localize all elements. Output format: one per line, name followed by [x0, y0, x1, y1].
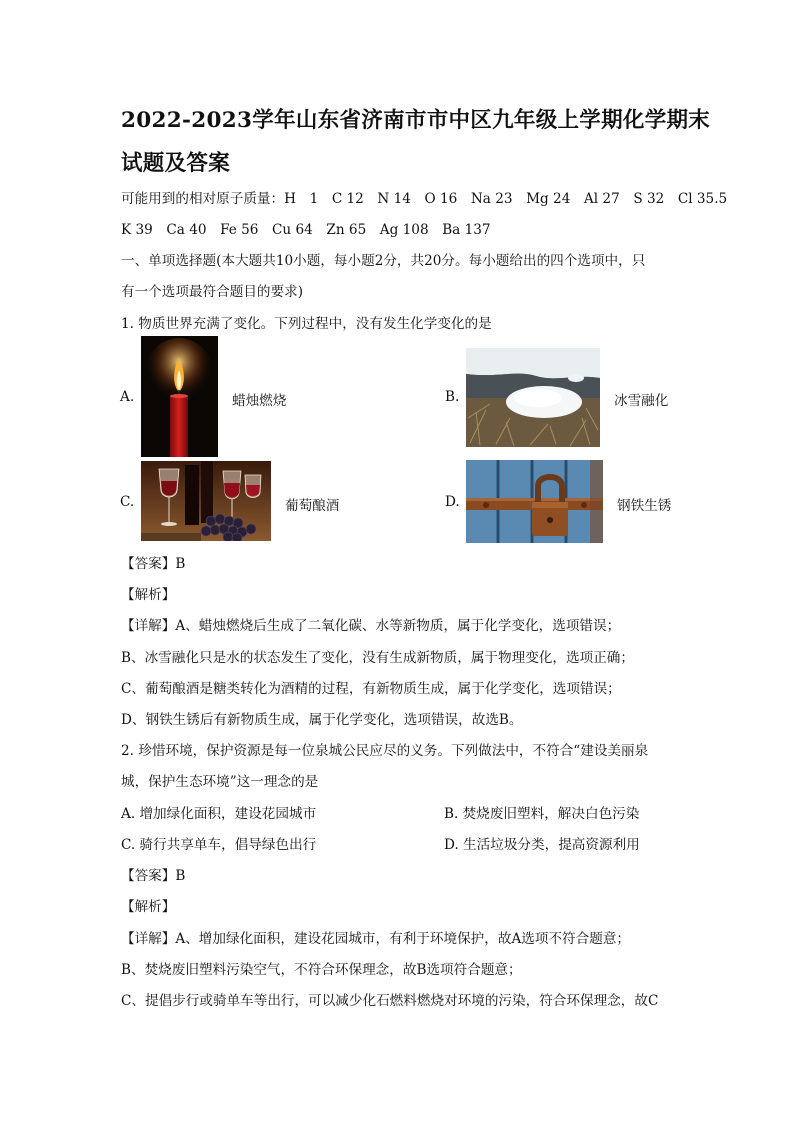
question-2-option-a: A. 增加绿化面积，建设花园城市 [121, 806, 317, 822]
rusty-lock-image [466, 460, 603, 543]
question-1-detail-b: B、冰雪融化只是水的状态发生了变化，没有生成新物质，属于物理变化，选项正确； [121, 650, 634, 666]
question-2-detail-b: B、焚烧废旧塑料污染空气，不符合环保理念，故B选项符合题意； [121, 962, 522, 978]
option-d-text: 钢铁生锈 [617, 498, 672, 514]
candle-image [141, 336, 218, 457]
question-1-analysis-heading: 【解析】 [121, 587, 176, 603]
question-2-detail-a: 【详解】A、增加绿化面积，建设花园城市，有利于环境保护，故A选项不符合题意； [121, 931, 631, 947]
wine-grapes-image [141, 461, 271, 541]
option-a-label: A. [120, 389, 135, 405]
section-heading-line-1: 一、单项选择题(本大题共10小题，每小题2分，共20分。每小题给出的四个选项中，只 [121, 253, 646, 269]
question-1-answer: 【答案】B [121, 556, 186, 572]
option-b-text: 冰雪融化 [614, 393, 669, 409]
option-a-text: 蜡烛燃烧 [232, 393, 287, 409]
question-2-answer: 【答案】B [121, 868, 186, 884]
section-heading-line-2: 有一个选项最符合题目的要求) [121, 284, 304, 300]
question-2-stem-line-1: 2. 珍惜环境，保护资源是每一位泉城公民应尽的义务。下列做法中，不符合“建设美丽泉 [121, 743, 649, 759]
question-1-detail-a: 【详解】A、蜡烛燃烧后生成了二氧化碳、水等新物质，属于化学变化，选项错误； [121, 618, 621, 634]
atomic-mass-line-1: 可能用到的相对原子质量：H 1 C 12 N 14 O 16 Na 23 Mg 24 Al 27 S 32 Cl 35.5 [121, 191, 728, 207]
option-b-label: B. [445, 389, 460, 405]
question-2-option-b: B. 焚烧废旧塑料，解决白色污染 [444, 806, 640, 822]
question-1-stem: 1. 物质世界充满了变化。下列过程中，没有发生化学变化的是 [121, 316, 492, 332]
option-d-label: D. [445, 494, 460, 510]
question-1-detail-d: D、钢铁生锈后有新物质生成，属于化学变化，选项错误，故选B。 [121, 712, 523, 728]
melting-snow-image [466, 348, 600, 447]
atomic-mass-line-2: K 39 Ca 40 Fe 56 Cu 64 Zn 65 Ag 108 Ba 137 [121, 222, 491, 238]
document-title-line-1: 2022-2023学年山东省济南市市中区九年级上学期化学期末 [121, 108, 711, 133]
question-2-analysis-heading: 【解析】 [121, 899, 176, 915]
option-c-label: C. [120, 494, 135, 510]
question-2-option-c: C. 骑行共享单车，倡导绿色出行 [121, 837, 317, 853]
question-2-stem-line-2: 城，保护生态环境”这一理念的是 [121, 774, 319, 790]
option-c-text: 葡萄酿酒 [285, 498, 340, 514]
question-2-detail-c: C、提倡步行或骑单车等出行，可以减少化石燃料燃烧对环境的污染，符合环保理念，故C [121, 993, 659, 1009]
question-1-detail-c: C、葡萄酿酒是糖类转化为酒精的过程，有新物质生成，属于化学变化，选项错误； [121, 681, 621, 697]
question-2-option-d: D. 生活垃圾分类，提高资源利用 [444, 837, 640, 853]
document-title-line-2: 试题及答案 [121, 151, 231, 176]
